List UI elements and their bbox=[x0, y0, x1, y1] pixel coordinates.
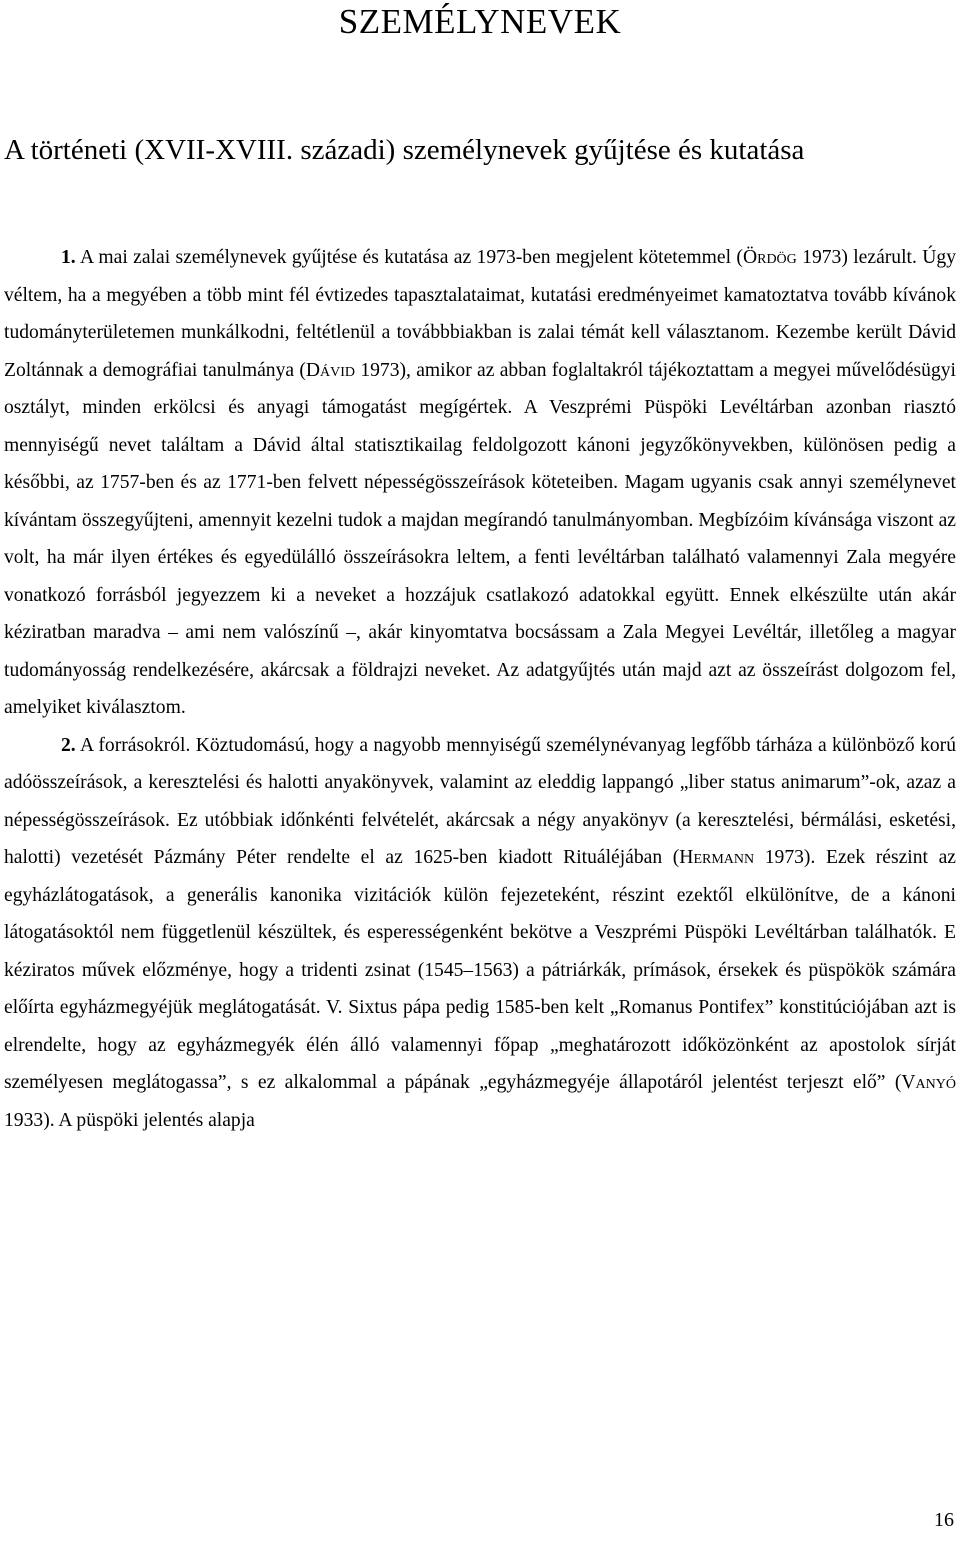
author-citation: Ördög bbox=[742, 247, 797, 268]
text-segment: 1973), amikor az abban foglaltakról tájékoztattam a megyei művelődésügyi osztályt, minden erkölcsi és anyagi támogatást megígértek. A Veszprémi Püspöki Levéltárban azonban riasztó mennyiségű nevet találtam a Dávid által statisztikailag feldolgozott kánoni jegyzőkönyvekben, különösen pedig a későbbi, az 1757-ben és az 1771-ben felvett népességösszeírások köteteiben. Magam ugyanis csak annyi személynevet kívántam összegyűjteni, amennyit kezelni tudok a majdan megírandó tanulmányomban. Megbízóim kívánsága viszont az volt, ha már ilyen értékes és egyedülálló összeírásokra leltem, a fenti levéltárban található valamennyi Zala megyére vonatkozó forrásból jegyezzem ki a neveket a hozzájuk csatlakozó adatokkal együtt. Ennek elkészülte után akár kéziratban maradva – ami nem valószínű –, akár kinyomtatva bocsássam a Zala Megyei Levéltár, illetőleg a magyar tudományosság rendelkezésére, akárcsak a földrajzi neveket. Az adatgyűjtés után majd azt az összeírást dolgozom fel, amelyiket kiválasztom. bbox=[4, 359, 956, 718]
paragraph-2 bbox=[4, 727, 956, 1140]
author-citation: Vanyó bbox=[901, 1072, 956, 1093]
paragraph-number: 1. bbox=[61, 247, 76, 268]
author-citation: Hermann bbox=[679, 847, 755, 868]
text-segment: A forrásokról. Köztudomású, hogy a nagyobb mennyiségű személynévanyag legfőbb tárháza a különböző korú adóösszeírások, a keresztelési és halotti anyakönyvek, valamint az eleddig lappangó „liber status animarum”-ok, azaz a népességösszeírások. Ez utóbbiak időnkénti felvételét, akárcsak a négy anyakönyv (a keresztelési, bérmálási, esketési, halotti) vezetését Pázmány Péter rendelte el az 1625-ben kiadott Rituáléjában ( bbox=[4, 734, 956, 868]
paragraph-number: 2. bbox=[61, 734, 76, 756]
body-text bbox=[4, 239, 956, 1139]
page-number: 16 bbox=[934, 1509, 954, 1531]
section-subtitle: A történeti (XVII-XVIII. századi) személynevek gyűjtése és kutatása bbox=[4, 134, 805, 166]
text-segment: 1973). Ezek részint az egyházlátogatások, a generális kanonika vizitációk külön fejezeteként, részint ezektől elkülönítve, de a kánoni látogatásoktól nem függetlenül készültek, és esperességenként bekötve a Veszprémi Püspöki Levéltárban találhatók. E kéziratos művek előzménye, hogy a tridenti zsinat (1545–1563) a pátriárkák, prímások, érsekek és püspökök számára előírta egyházmegyéjük meglátogatását. V. Sixtus pápa pedig 1585-ben kelt „Romanus Pontifex” konstitúciójában azt is elrendelte, hogy az egyházmegyék élén álló valamennyi főpap „meghatározott időközönként az apostolok sírját személyesen meglátogassa”, s ez alkalommal a pápának „egyházmegyéje állapotáról jelentést terjeszt elő” ( bbox=[4, 847, 957, 1093]
text-segment: A mai zalai személynevek gyűjtése és kutatása az 1973-ben megjelent kötetemmel ( bbox=[75, 247, 743, 268]
page-title: SZEMÉLYNEVEK bbox=[338, 2, 622, 41]
text-segment: 1933). A püspöki jelentés alapja bbox=[4, 1109, 255, 1131]
text-segment: 1973) lezárult. Úgy véltem, ha a megyében a több mint fél évtizedes tapasztalataimat, kutatási eredményeimet kamatoztatva tovább kívánok tudományterületemen munkálkodni, feltétlenül a továbbbiakban is zalai témát kell választanom. Kezembe került Dávid Zoltánnak a demográfiai tanulmánya ( bbox=[4, 247, 956, 381]
paragraph-1 bbox=[4, 239, 956, 727]
author-citation: Dávid bbox=[305, 359, 356, 381]
